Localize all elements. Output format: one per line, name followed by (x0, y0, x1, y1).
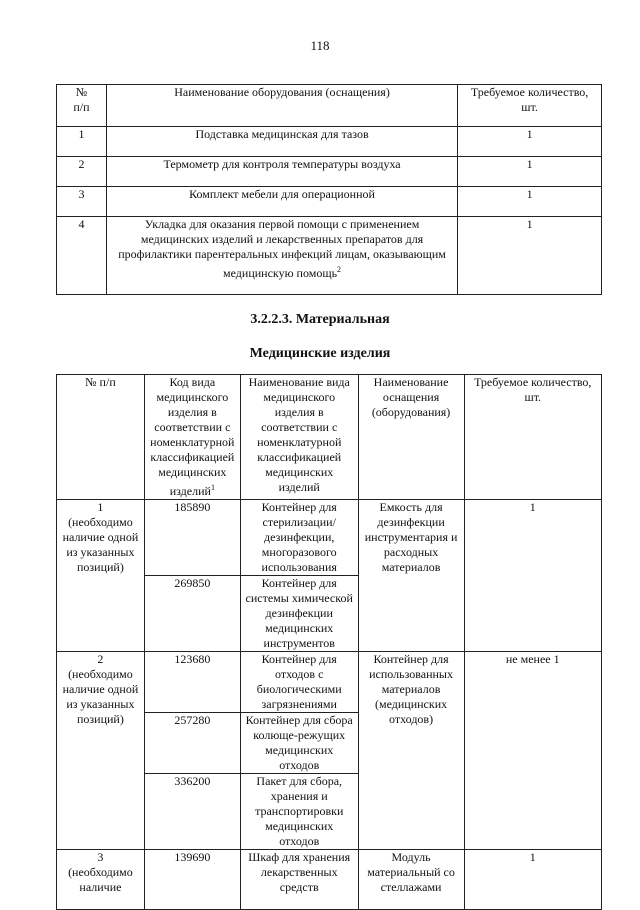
table-header-row (57, 85, 602, 127)
row-quantity: 1 (458, 157, 602, 187)
table-row (57, 652, 602, 713)
header-number: № п/п (57, 375, 145, 500)
header-quantity: Требуемое количество, шт. (458, 85, 602, 127)
header-number: № п/п (57, 85, 107, 127)
section-title: 3.2.2.3. Материальная (250, 312, 390, 327)
medical-devices-table (56, 374, 602, 910)
row-equipment-name (106, 217, 457, 295)
row-equipment-name-text: Укладка для оказания первой помощи с применением медицинских изделий и лекарственных препаратов для профилактики парентеральных инфекций лицам, оказывающим медицинскую помощь (118, 217, 446, 280)
quantity: 1 (464, 500, 602, 652)
group-number: 3 (необходимо наличие (57, 850, 145, 910)
row-number: 4 (57, 217, 107, 295)
quantity: не менее 1 (464, 652, 602, 850)
header-code (144, 375, 240, 500)
device-code: 336200 (144, 774, 240, 850)
equipment-name: Емкость для дезинфекции инструментария и расходных материалов (358, 500, 464, 652)
header-equipment-name: Наименование оборудования (оснащения) (106, 85, 457, 127)
row-quantity: 1 (458, 187, 602, 217)
table-row (57, 127, 602, 157)
row-number: 1 (57, 127, 107, 157)
device-code: 123680 (144, 652, 240, 713)
row-equipment-name: Комплект мебели для операционной (106, 187, 457, 217)
device-type: Контейнер для системы химической дезинфекции медицинских инструментов (240, 576, 358, 652)
equipment-name: Модуль материальный со стеллажами (358, 850, 464, 910)
page-number: 118 (310, 38, 330, 53)
table-row (57, 500, 602, 576)
header-device-type: Наименование вида медицинского изделия в соответствии с номенклатурной классификацией медицинских изделий (240, 375, 358, 500)
equipment-name: Контейнер для использованных материалов (медицинских отходов) (358, 652, 464, 850)
device-type: Пакет для сбора, хранения и транспортировки медицинских отходов (240, 774, 358, 850)
row-equipment-name: Термометр для контроля температуры воздуха (106, 157, 457, 187)
device-code: 139690 (144, 850, 240, 910)
table-row (57, 217, 602, 295)
subsection-title: Медицинские изделия (249, 346, 391, 361)
header-equipment: Наименование оснащения (оборудования) (358, 375, 464, 500)
row-number: 2 (57, 157, 107, 187)
device-code: 269850 (144, 576, 240, 652)
table-row (57, 157, 602, 187)
group-number: 1 (необходимо наличие одной из указанных позиций) (57, 500, 145, 652)
footnote-marker: 2 (337, 265, 342, 274)
header-code-text: Код вида медицинского изделия в соответствии с номенклатурной классификацией медицинских изделий (150, 375, 235, 498)
table-row (57, 187, 602, 217)
row-quantity: 1 (458, 217, 602, 295)
quantity: 1 (464, 850, 602, 910)
table-row (57, 850, 602, 910)
device-type: Контейнер для сбора колюще-режущих медицинских отходов (240, 713, 358, 774)
row-number: 3 (57, 187, 107, 217)
device-code: 257280 (144, 713, 240, 774)
header-quantity: Требуемое количество, шт. (464, 375, 602, 500)
table-header-row (57, 375, 602, 500)
device-type: Контейнер для стерилизации/ дезинфекции, многоразового использования (240, 500, 358, 576)
equipment-table (56, 84, 602, 295)
footnote-marker: 1 (210, 483, 215, 492)
device-type: Шкаф для хранения лекарственных средств (240, 850, 358, 910)
row-equipment-name: Подставка медицинская для тазов (106, 127, 457, 157)
device-type: Контейнер для отходов с биологическими загрязнениями (240, 652, 358, 713)
row-quantity: 1 (458, 127, 602, 157)
device-code: 185890 (144, 500, 240, 576)
group-number: 2 (необходимо наличие одной из указанных позиций) (57, 652, 145, 850)
